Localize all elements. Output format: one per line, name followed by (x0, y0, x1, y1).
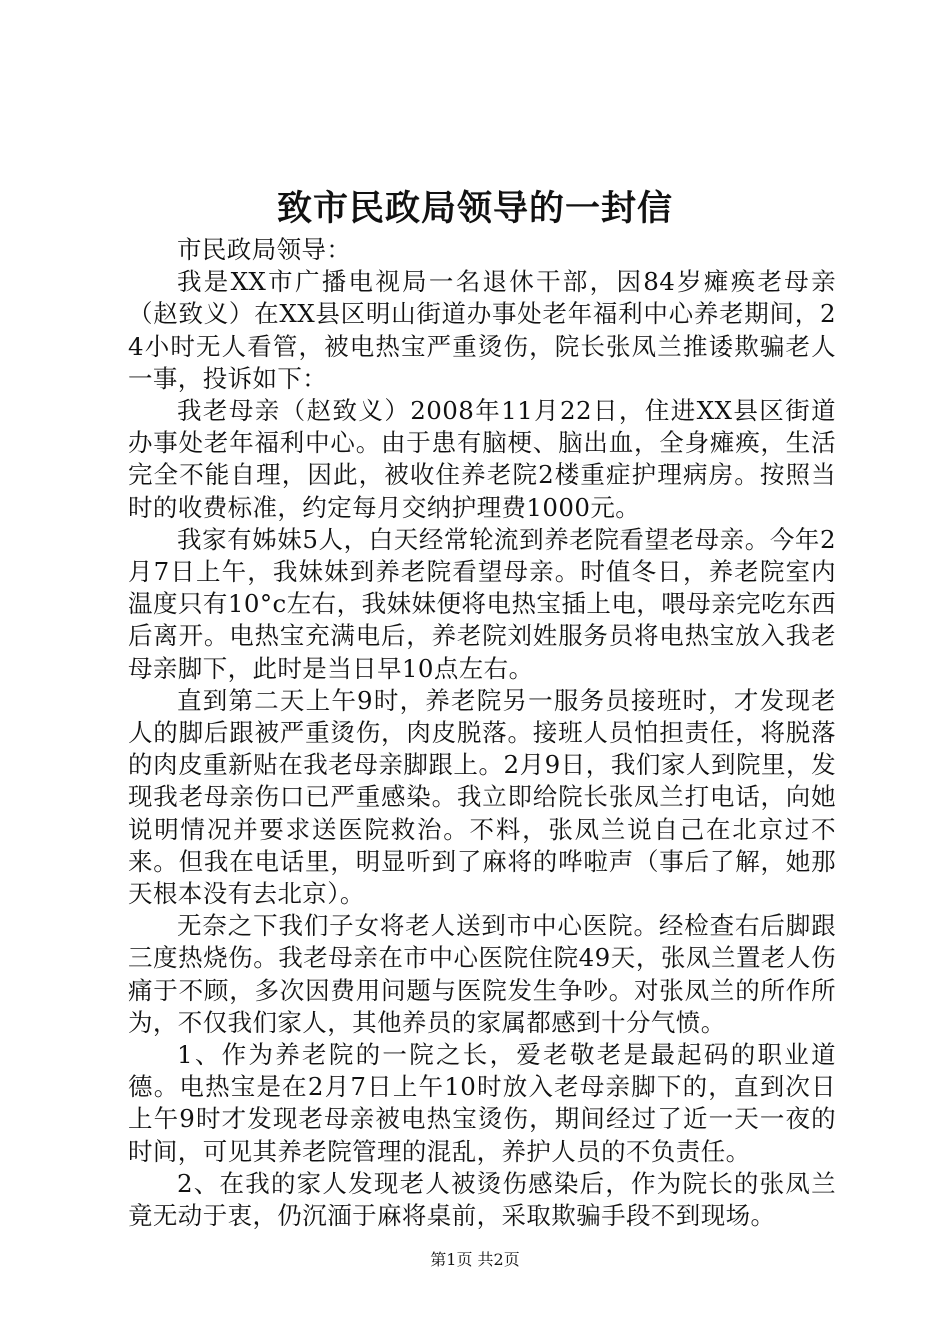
page-title: 致市民政局领导的一封信 (276, 188, 673, 229)
paragraph-point-2: 2、在我的家人发现老人被烫伤感染后，作为院长的张凤兰竟无动于衷，仍沉湎于麻将桌前，采取欺骗手段不到现场。 (128, 1168, 836, 1231)
paragraph-discovery: 直到第二天上午9时，养老院另一服务员接班时，才发现老人的脚后跟被严重烫伤，肉皮脱落。接班人员怕担责任，将脱落的肉皮重新贴在我老母亲脚跟上。2月9日，我们家人到院里，发现我老母亲伤口已严重感染。我立即给院长张凤兰打电话，向她说明情况并要求送医院救治。不料，张凤兰说自己在北京过不来。但我在电话里，明显听到了麻将的哗啦声（事后了解，她那天根本没有去北京）。 (128, 685, 836, 909)
paragraph-hospital: 无奈之下我们子女将老人送到市中心医院。经检查右后脚跟三度热烧伤。我老母亲在市中心医院住院49天，张凤兰置老人伤痛于不顾，多次因费用问题与医院发生争吵。对张凤兰的所作所为，不仅我们家人，其他养员的家属都感到十分气愤。 (128, 911, 836, 1037)
paragraph-incident: 我家有姊妹5人，白天经常轮流到养老院看望老母亲。今年2月7日上午，我妹妹到养老院看望母亲。时值冬日，养老院室内温度只有10°c左右，我妹妹便将电热宝插上电，喂母亲完吃东西后离开。电热宝充满电后，养老院刘姓服务员将电热宝放入我老母亲脚下，此时是当日早10点左右。 (128, 524, 836, 683)
salutation: 市民政局领导： (177, 235, 352, 264)
paragraph-point-1: 1、作为养老院的一院之长，爱老敬老是最起码的职业道德。电热宝是在2月7日上午10时放入老母亲脚下的，直到次日上午9时才发现老母亲被电热宝烫伤，期间经过了近一天一夜的时间，可见其养老院管理的混乱，养护人员的不负责任。 (128, 1040, 836, 1166)
letter-body (128, 234, 836, 1232)
paragraph-admission: 我老母亲（赵致义）2008年11月22日，住进XX县区街道办事处老年福利中心。由于患有脑梗、脑出血，全身瘫痪，生活完全不能自理，因此，被收住养老院2楼重症护理病房。按照当时的收费标准，约定每月交纳护理费1000元。 (128, 396, 836, 522)
page-number: 第1页 共2页 (430, 1250, 520, 1269)
paragraph-intro: 我是XX市广播电视局一名退休干部，因84岁瘫痪老母亲（赵致义）在XX县区明山街道办事处老年福利中心养老期间，24小时无人看管，被电热宝严重烫伤，院长张凤兰推诿欺骗老人一事，投诉如下： (128, 267, 836, 393)
